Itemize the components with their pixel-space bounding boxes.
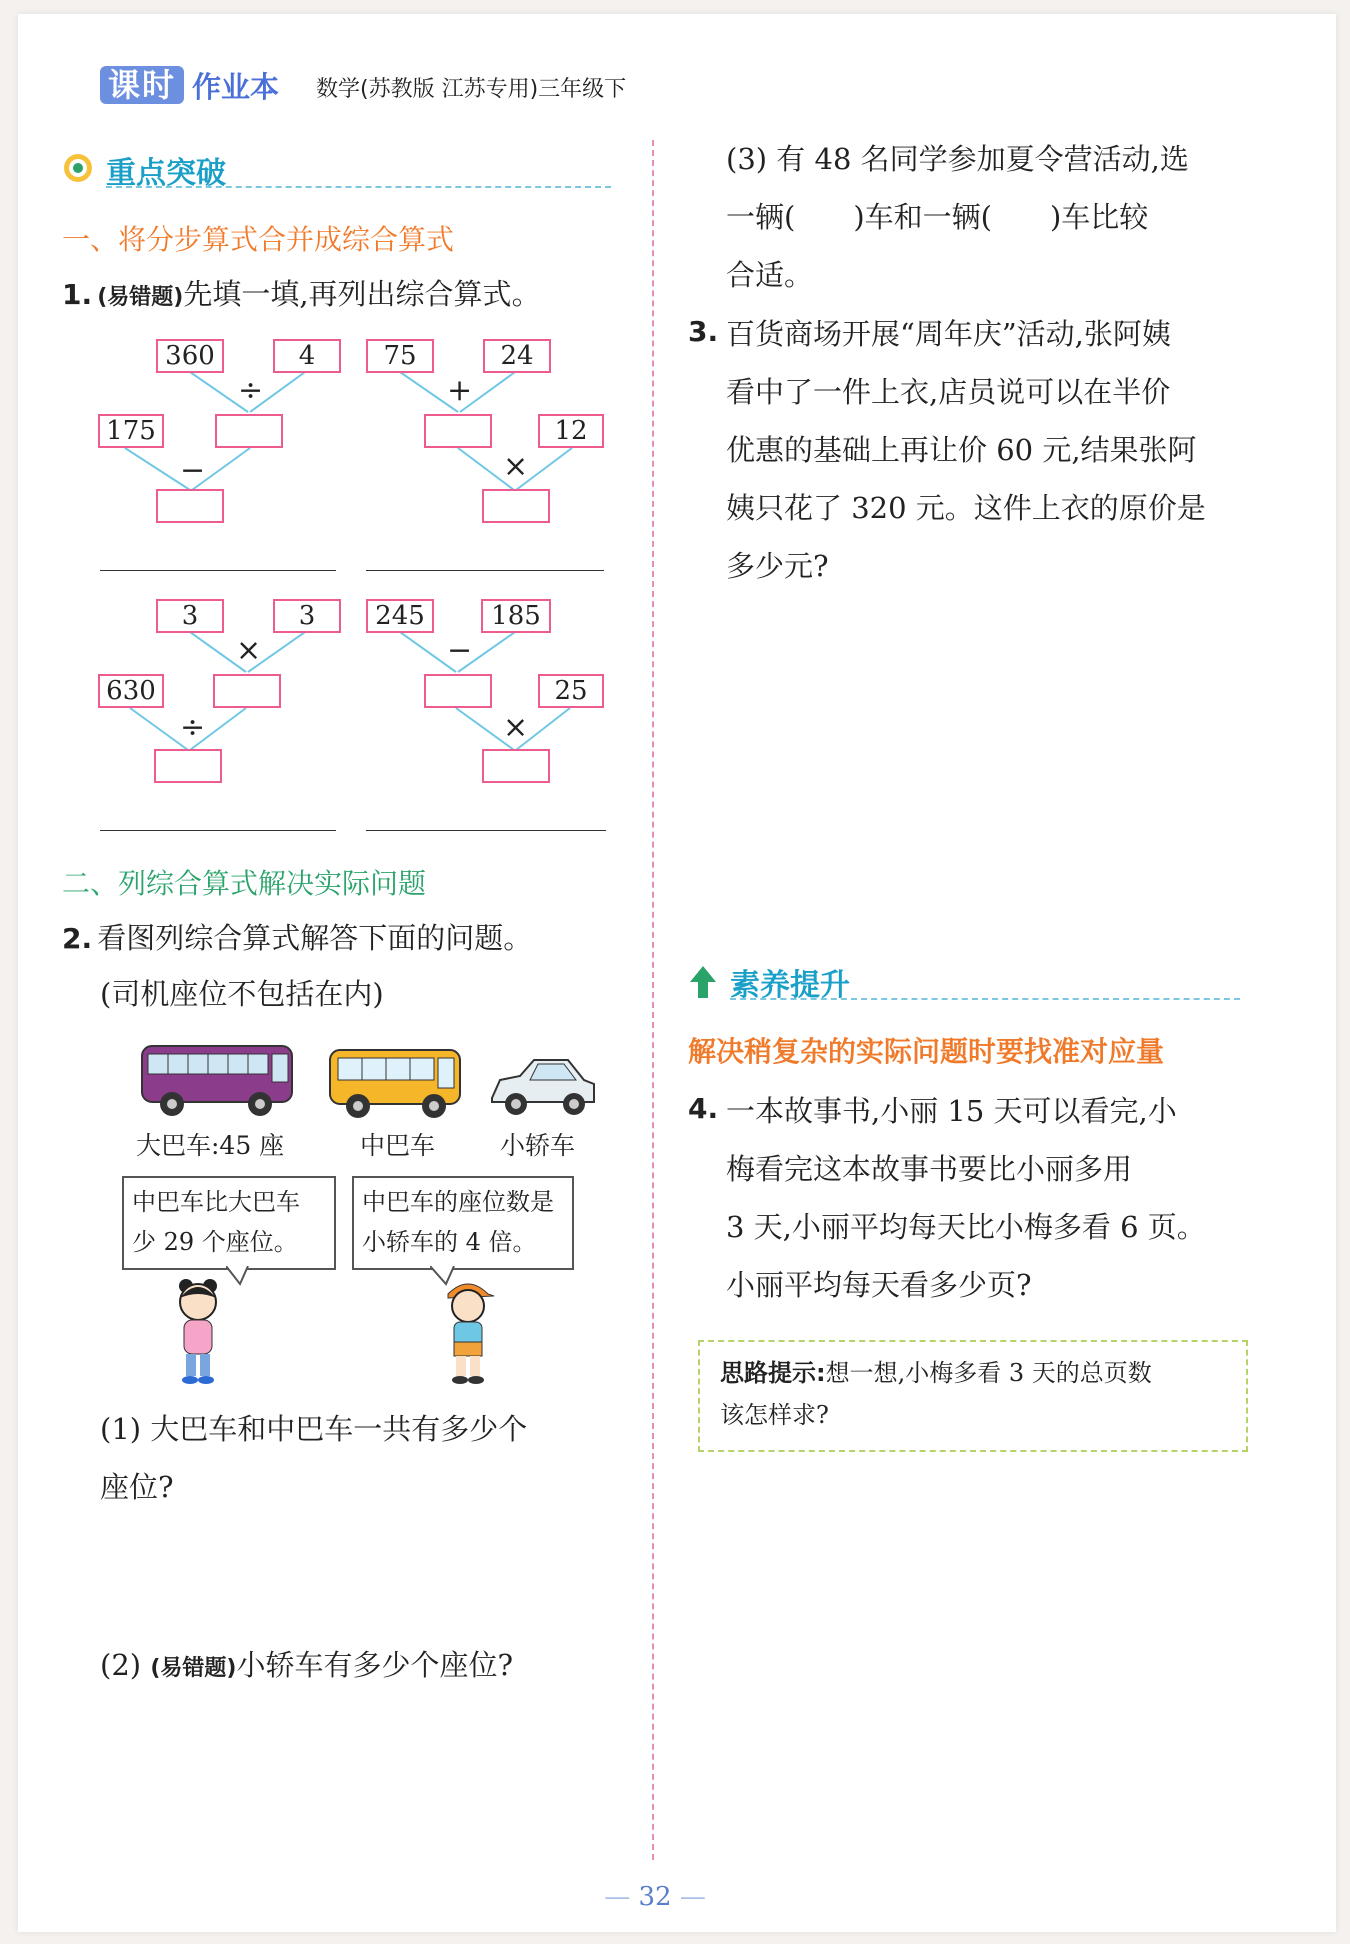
hint-box xyxy=(698,1340,1248,1452)
q2-stem xyxy=(62,918,642,958)
vehicle-label-big-bus: 大巴车:45 座 xyxy=(136,1131,285,1160)
tree4-op2: × xyxy=(503,710,529,745)
tree2-op1: + xyxy=(447,373,473,408)
big-bus-icon xyxy=(138,1040,300,1120)
bubble-left-tail xyxy=(226,1266,256,1286)
q3-text xyxy=(726,305,1266,595)
tree1-side: 175 xyxy=(98,414,164,448)
boy-illustration xyxy=(436,1276,500,1388)
q2-sub3-line3: 合适。 xyxy=(726,258,814,292)
vehicle-label-mid-bus: 中巴车 xyxy=(360,1131,436,1160)
tree2-side: 12 xyxy=(538,414,604,448)
q2-sub1-line2: 座位? xyxy=(100,1470,174,1504)
improve-header xyxy=(688,960,1248,1002)
key-points-title: 重点突破 xyxy=(106,156,226,191)
tree4-top-left: 245 xyxy=(366,599,434,633)
tree3-op1: × xyxy=(236,633,262,668)
q2-note: (司机座位不包括在内) xyxy=(100,977,384,1011)
hint-content xyxy=(720,1352,1240,1436)
hint-line2: 该怎样求? xyxy=(720,1401,829,1429)
improve-subheading: 解决稍复杂的实际问题时要找准对应量 xyxy=(688,1035,1165,1068)
q4-line4: 小丽平均每天看多少页? xyxy=(726,1268,1032,1302)
logo-box: 课时 xyxy=(100,66,184,104)
tree1-op2: − xyxy=(180,453,206,488)
tree2-top-left: 75 xyxy=(366,339,434,373)
q2-sub2-text: 小轿车有多少个座位? xyxy=(236,1648,513,1682)
tree3-top-right: 3 xyxy=(273,599,341,633)
hint-label: 思路提示: xyxy=(720,1359,826,1387)
tree1-op1: ÷ xyxy=(238,373,264,408)
q1-tag: (易错题) xyxy=(97,285,184,310)
tree1-top-left: 360 xyxy=(156,339,224,373)
tree4-side: 25 xyxy=(538,674,604,708)
tree3-op2: ÷ xyxy=(180,710,206,745)
q3-line4: 姨只花了 320 元。这件上衣的原价是 xyxy=(726,491,1206,525)
q2-sub2-tag: (易错题) xyxy=(150,1656,237,1681)
q2-text: 看图列综合算式解答下面的问题。 xyxy=(97,921,533,955)
q4-text xyxy=(726,1082,1266,1314)
tree3-side: 630 xyxy=(98,674,164,708)
tree3-blank-2[interactable] xyxy=(154,749,222,783)
part1-heading: 一、将分步算式合并成综合算式 xyxy=(62,223,455,256)
q2-sub3 xyxy=(726,130,1258,304)
q4-line1: 一本故事书,小丽 15 天可以看完,小 xyxy=(726,1094,1177,1128)
girl-illustration xyxy=(166,1276,230,1386)
q3-line5: 多少元? xyxy=(726,549,829,583)
tree2-op2: × xyxy=(503,449,529,484)
header-subtitle: 数学(苏教版 江苏专用)三年级下 xyxy=(316,77,627,102)
q2-sub3-line1: (3) 有 48 名同学参加夏令营活动,选 xyxy=(726,142,1189,176)
tree2-blank-2[interactable] xyxy=(482,489,550,523)
bubble-left-line2: 少 29 个座位。 xyxy=(132,1228,298,1256)
hint-line1: 想一想,小梅多看 3 天的总页数 xyxy=(825,1359,1152,1387)
bubble-right-line1: 中巴车的座位数是 xyxy=(362,1188,554,1216)
vehicle-label-car: 小轿车 xyxy=(500,1131,576,1160)
tree3-blank-1[interactable] xyxy=(213,674,281,708)
q3-line1: 百货商场开展“周年庆”活动,张阿姨 xyxy=(726,317,1171,351)
tree2-blank-1[interactable] xyxy=(424,414,492,448)
tree1-top-right: 4 xyxy=(273,339,341,373)
up-arrow-icon xyxy=(688,964,718,1000)
q2-sub2 xyxy=(100,1636,640,1698)
q2-sub3-line2: 一辆( )车和一辆( )车比较 xyxy=(726,200,1149,234)
bubble-left-line1: 中巴车比大巴车 xyxy=(132,1188,300,1216)
q3-number: 3. xyxy=(688,315,719,348)
tree4-op1: − xyxy=(447,633,473,668)
tree2-top-right: 24 xyxy=(483,339,551,373)
q2-sub1-line1: (1) 大巴车和中巴车一共有多少个 xyxy=(100,1412,528,1446)
part2-heading: 二、列综合算式解决实际问题 xyxy=(62,867,427,900)
tree4-blank-2[interactable] xyxy=(482,749,550,783)
improve-title: 素养提升 xyxy=(730,968,850,1003)
tree1-answer-line[interactable] xyxy=(100,570,336,571)
bubble-right-line2: 小轿车的 4 倍。 xyxy=(362,1228,537,1256)
q2-sub2-prefix: (2) xyxy=(100,1648,142,1682)
q4-number: 4. xyxy=(688,1092,719,1125)
q3-line3: 优惠的基础上再让价 60 元,结果张阿 xyxy=(726,433,1197,467)
mid-bus-icon xyxy=(326,1046,470,1122)
q4-line3: 3 天,小丽平均每天比小梅多看 6 页。 xyxy=(726,1210,1206,1244)
tree3-top-left: 3 xyxy=(156,599,224,633)
tree4-blank-1[interactable] xyxy=(424,674,492,708)
q1-text: 先填一填,再列出综合算式。 xyxy=(183,277,541,311)
tree2-answer-line[interactable] xyxy=(366,570,604,571)
tree1-blank-2[interactable] xyxy=(156,489,224,523)
page-number-wrap: — 32 — xyxy=(604,1882,706,1912)
q4-line2: 梅看完这本故事书要比小丽多用 xyxy=(726,1152,1133,1186)
speech-bubble-right xyxy=(352,1176,574,1270)
speech-bubble-left xyxy=(122,1176,336,1270)
q2-number: 2. xyxy=(62,922,93,955)
car-icon xyxy=(486,1050,600,1124)
tree3-answer-line[interactable] xyxy=(100,830,336,831)
logo-text: 作业本 xyxy=(192,69,280,104)
q1-number: 1. xyxy=(62,278,93,311)
tree1-blank-1[interactable] xyxy=(215,414,283,448)
page-number: 32 xyxy=(638,1882,672,1912)
tree4-top-right: 185 xyxy=(481,599,551,633)
tree4-answer-line[interactable] xyxy=(366,830,606,831)
q3-line2: 看中了一件上衣,店员说可以在半价 xyxy=(726,375,1171,409)
q2-sub1 xyxy=(100,1400,640,1516)
